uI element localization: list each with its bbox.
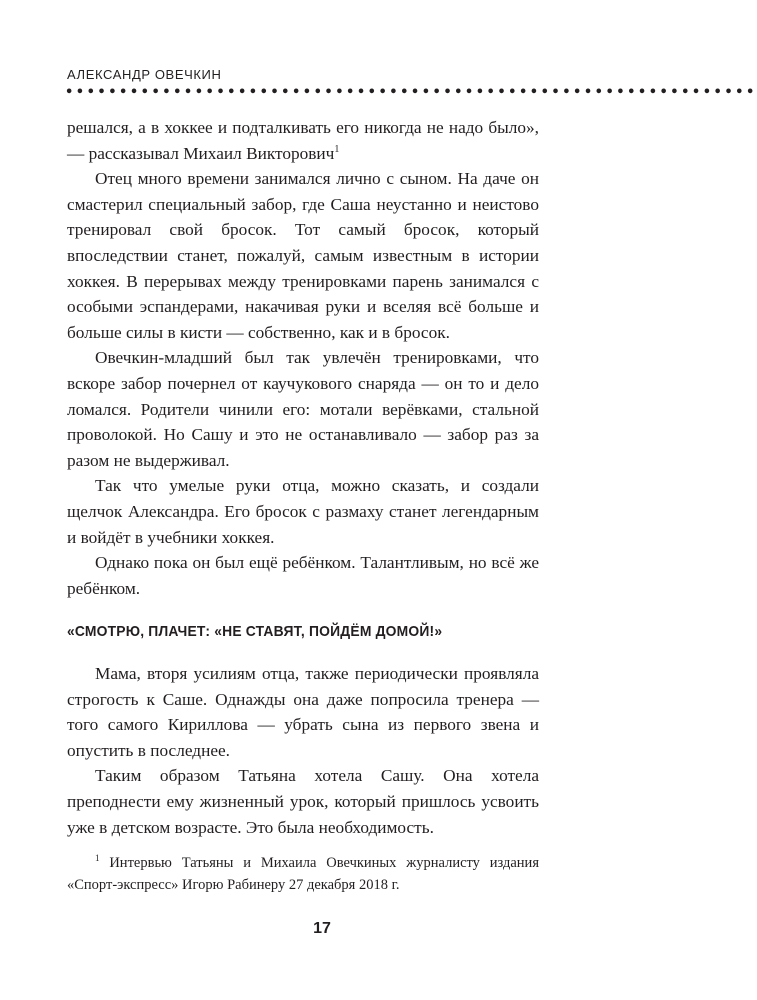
page-number: 17 <box>313 920 331 937</box>
main-text <box>67 115 539 601</box>
footnote-marker: 1 <box>95 853 100 863</box>
paragraph: Мама, вторя усилиям отца, также периодически проявляла строгость к Саше. Однажды она даже попросила тренера — того самого Кириллова — убрать сына из первого звена и опустить в последнее. <box>67 664 539 760</box>
paragraph: Так что умелые руки отца, можно сказать, и создали щелчок Александра. Его бросок с размаху станет легендарным и войдёт в учебники хоккея. <box>67 476 539 547</box>
section-heading: «СМОТРЮ, ПЛАЧЕТ: «НЕ СТАВЯТ, ПОЙДЁМ ДОМОЙ!» <box>67 624 443 640</box>
paragraph: Таким образом Татьяна хотела Сашу. Она хотела преподнести ему жизненный урок, который пришлось усвоить уже в детском возрасте. Это была необходимость. <box>67 766 539 837</box>
paragraph: Отец много времени занимался лично с сыном. На даче он смастерил специальный забор, где Саша неустанно и неистово тренировал свой бросок. Тот самый бросок, который впоследствии станет, пожалуй, самым известным в истории хоккея. В перерывах между тренировками парень занимался с особыми эспандерами, накачивая руки и вселяя всё больше и больше силы в кисти — собственно, как и в бросок. <box>67 169 539 342</box>
paragraph: Однако пока он был ещё ребёнком. Талантливым, но всё же ребёнком. <box>67 553 539 598</box>
section-text <box>67 661 539 840</box>
footnote-ref: 1 <box>334 143 340 155</box>
running-header: АЛЕКСАНДР ОВЕЧКИН <box>67 67 222 82</box>
footnote: $^1$ Интервью Татьяны и Михаила Овечкиных журналисту издания «Спорт-экспресс» Игорю Рабинеру 27 декабря 2018 г. <box>67 853 539 893</box>
dotted-separator: •••••••••••••••••••••••••••••••••••••••••••••••••••••••••••••••• <box>65 85 757 100</box>
paragraph: Овечкин-младший был так увлечён тренировками, что вскоре забор почернел от каучукового снаряда — он то и дело ломался. Родители чинили его: мотали верёвками, стальной проволокой. Но Сашу и это не останавливало — забор раз за разом не выдерживал. <box>67 348 539 470</box>
paragraph: решался, а в хоккее и подталкивать его никогда не надо было», — рассказывал Михаил Викторович$^1$ <box>67 118 539 163</box>
